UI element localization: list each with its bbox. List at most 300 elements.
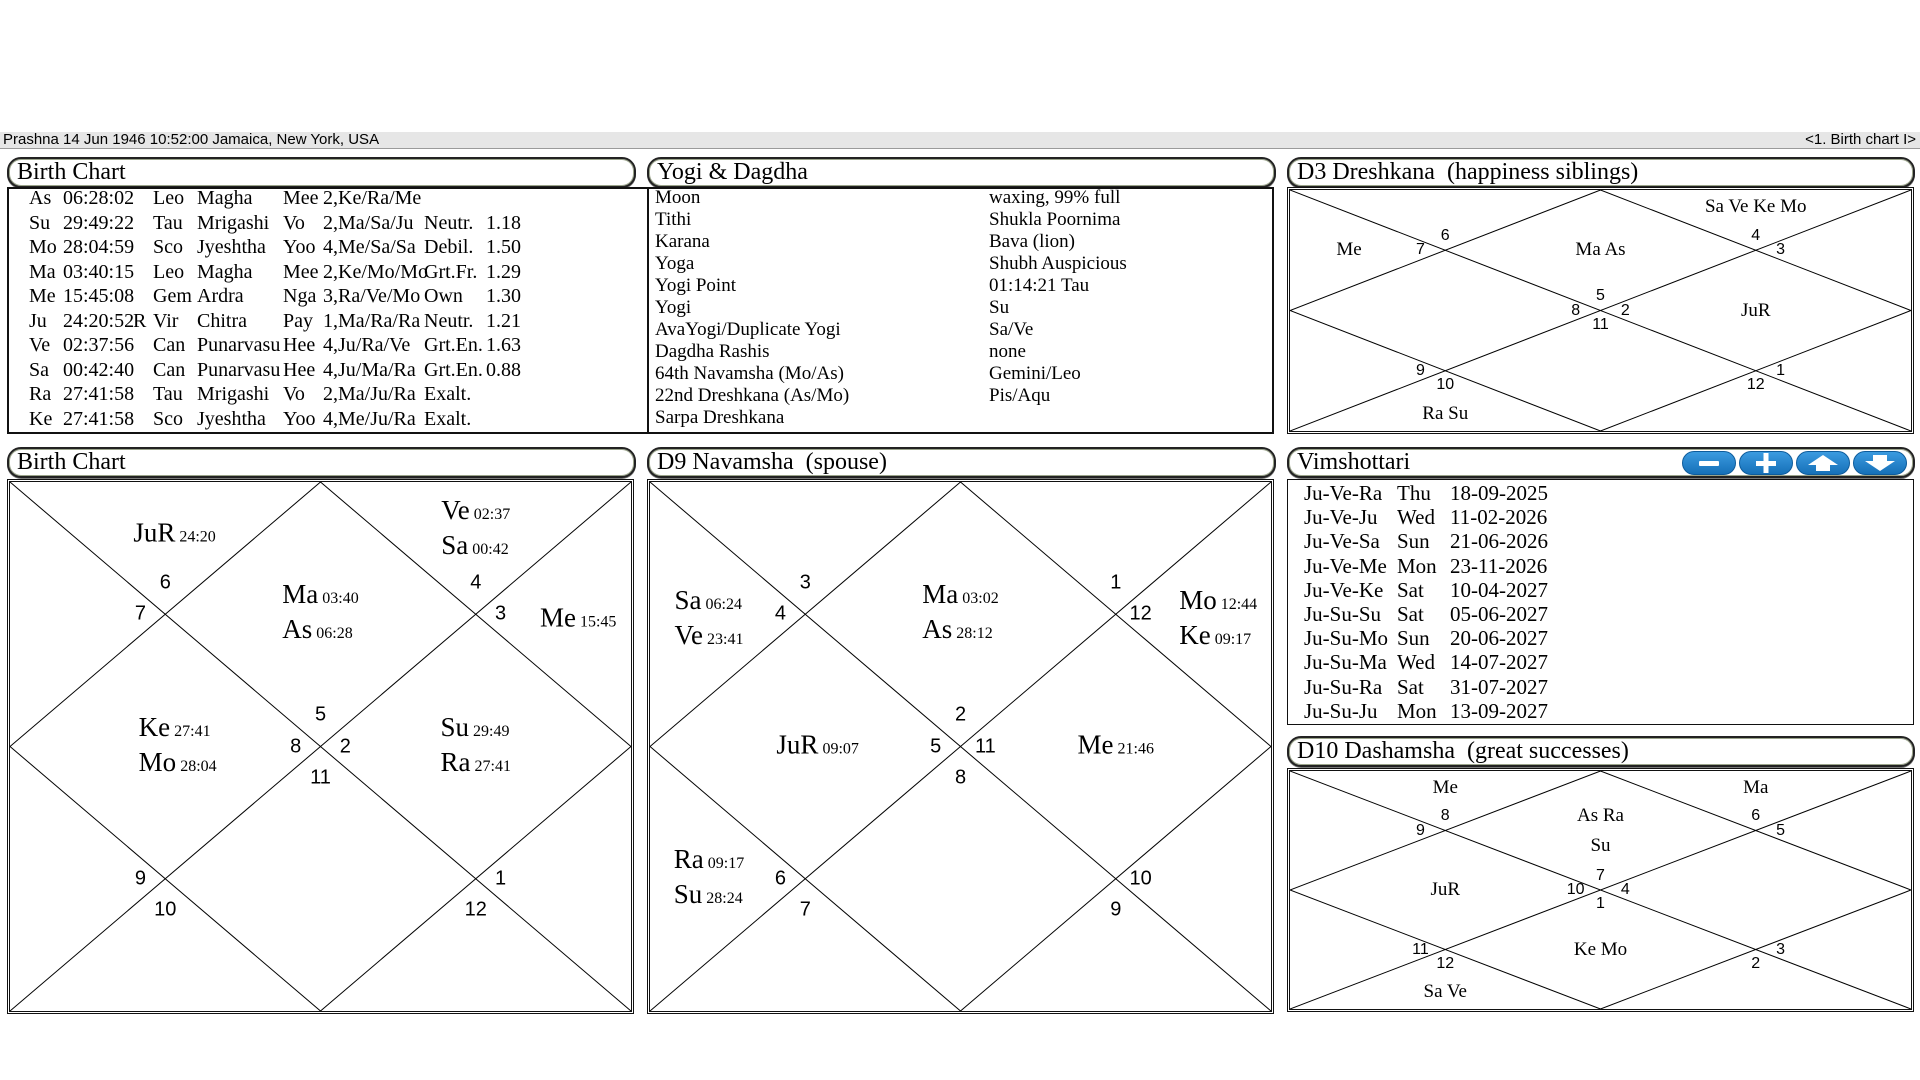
house-1-planets: [922, 579, 998, 649]
nakshatra-lord-cell: Yoo: [283, 236, 316, 258]
nakshatra-lord-cell: Vo: [283, 211, 305, 234]
planet-degree: 06:24: [705, 595, 742, 613]
planet-entry: [441, 495, 510, 530]
house-number: 6: [159, 571, 171, 593]
house-number: 8: [1440, 807, 1450, 825]
dignity-cell: Grt.En.: [424, 358, 483, 381]
d3-chart-header: D3 Dreshkana (happiness siblings): [1287, 157, 1915, 188]
house-4-planets: [776, 729, 858, 764]
label-cell: Karana: [655, 231, 710, 252]
sign-cell: Gem: [153, 285, 192, 307]
nakshatra-lord-cell: Pay: [283, 309, 313, 332]
label-cell: Yogi Point: [655, 275, 736, 296]
house-number: 5: [1776, 821, 1786, 839]
value-cell: none: [989, 341, 1026, 362]
planet-degree: 09:17: [707, 854, 745, 872]
strength-cell: 0.88: [486, 358, 521, 381]
planet-name: As: [922, 614, 953, 645]
sign-cell: Sco: [153, 407, 183, 430]
period-cell: Ju-Su-Ra: [1304, 674, 1383, 699]
house-5-planets: [674, 844, 744, 914]
value-cell: Pis/Aqu: [989, 385, 1051, 406]
house-number: 12: [464, 898, 487, 921]
nakshatra-cell: Magha: [197, 260, 253, 283]
house-3-planets: [1336, 235, 1361, 265]
longitude-cell: 06:28:02: [63, 187, 135, 209]
label-cell: Yoga: [655, 253, 695, 274]
house-1-planets: [1575, 235, 1625, 265]
house-number: 6: [1440, 226, 1450, 244]
label-cell: 22nd Dreshkana (As/Mo): [655, 385, 850, 406]
planet-cell: Ra: [29, 383, 52, 405]
house-number: 5: [930, 735, 942, 757]
table-row: [655, 209, 1274, 231]
dignity-cell: Debil.: [424, 236, 474, 258]
pada-lords-cell: 2,Ma/Ju/Ra: [323, 383, 416, 405]
planet-entry: [441, 530, 510, 565]
planet-name: As: [282, 614, 313, 645]
planet-cell: Ma: [29, 260, 56, 283]
house-12-planets: [1743, 773, 1768, 803]
sign-cell: Vir: [153, 309, 179, 332]
house-11-planets: [1179, 585, 1257, 655]
birth-chart-header: Birth Chart: [7, 447, 636, 478]
label-cell: AvaYogi/Duplicate Yogi: [655, 319, 841, 340]
dignity-cell: Grt.Fr.: [424, 260, 478, 283]
house-number: 8: [290, 735, 302, 757]
planet-name: Ve: [674, 619, 704, 650]
house-12-planets: [1705, 192, 1807, 222]
chart-selector[interactable]: <1. Birth chart I>: [1805, 131, 1916, 148]
planet-cell: Me: [29, 285, 56, 307]
planets-table: [7, 187, 652, 434]
date-cell: 13-09-2027: [1450, 698, 1548, 723]
house-number: 12: [1746, 376, 1765, 394]
planet-degree: 28:12: [956, 625, 993, 643]
planet-entry: Ma: [1743, 776, 1769, 798]
strength-cell: 1.18: [486, 211, 521, 234]
date-cell: 10-04-2027: [1450, 577, 1548, 602]
sign-cell: Tau: [153, 211, 183, 234]
value-cell: waxing, 99% full: [989, 187, 1121, 208]
nakshatra-cell: Mrigashi: [197, 211, 270, 234]
period-cell: Ju-Ve-Ke: [1304, 577, 1384, 602]
dignity-cell: Neutr.: [424, 309, 474, 332]
weekday-cell: Sat: [1397, 674, 1424, 699]
house-number: 3: [1776, 940, 1786, 958]
table-row: [9, 260, 649, 284]
period-cell: Ju-Su-Ma: [1304, 650, 1387, 675]
house-1-planets: [282, 579, 358, 649]
yogi-table: [647, 187, 1274, 434]
house-number: 7: [134, 602, 146, 625]
table-row: [9, 309, 649, 333]
table-row: [655, 341, 1274, 363]
chart-lines: [1290, 190, 1911, 431]
period-cell: Ju-Ve-Ju: [1304, 505, 1378, 530]
planet-name: Mo: [1179, 584, 1217, 615]
planet-entry: [674, 844, 744, 879]
house-4-planets: [139, 712, 217, 782]
house-number: 5: [314, 703, 327, 726]
table-row: [9, 407, 649, 431]
pada-lords-cell: 4,Me/Ju/Ra: [323, 407, 416, 430]
planet-entry: [441, 712, 511, 747]
d10-chart-header: D10 Dashamsha (great successes): [1287, 736, 1915, 767]
period-cell: Ju-Su-Mo: [1304, 626, 1389, 651]
value-cell: Su: [989, 297, 1010, 318]
planet-degree: 03:40: [322, 590, 359, 608]
table-row: [655, 319, 1274, 341]
house-number: 3: [799, 571, 811, 593]
planet-degree: 29:49: [473, 722, 510, 740]
house-number: 2: [339, 735, 351, 757]
longitude-cell: 03:40:15: [63, 260, 135, 283]
planet-entry: Me: [1336, 239, 1362, 261]
table-row: [655, 363, 1274, 385]
planet-entry: [674, 879, 744, 914]
nakshatra-lord-cell: Mee: [283, 187, 319, 209]
dignity-cell: Exalt.: [424, 383, 472, 405]
nakshatra-cell: Ardra: [197, 285, 244, 307]
period-cell: Ju-Su-Ju: [1304, 698, 1378, 723]
table-row: [9, 187, 649, 210]
table-row: [655, 275, 1274, 297]
sign-cell: Sco: [153, 236, 183, 258]
planet-entry: [922, 579, 998, 614]
house-number: 6: [1751, 807, 1761, 825]
table-row: [655, 187, 1274, 209]
planet-name: Sa: [674, 584, 702, 615]
planets-panel-header: Birth Chart: [7, 157, 636, 188]
longitude-cell: 29:49:22: [63, 211, 135, 234]
planet-name: Ra: [673, 843, 704, 874]
sign-cell: Leo: [153, 187, 185, 209]
planet-name: Ma: [282, 579, 319, 610]
pada-lords-cell: 4,Ju/Ra/Ve: [323, 334, 411, 356]
sign-cell: Tau: [153, 383, 183, 405]
weekday-cell: Sun: [1397, 626, 1430, 651]
planet-name: Su: [673, 878, 703, 909]
planet-entry: Su: [1590, 834, 1611, 856]
planet-entry: [675, 585, 744, 620]
pada-lords-cell: 4,Me/Sa/Sa: [323, 236, 416, 258]
label-cell: 64th Navamsha (Mo/As): [655, 363, 844, 384]
nakshatra-cell: Mrigashi: [197, 383, 270, 405]
planet-degree: 02:37: [473, 505, 511, 523]
house-number: 2: [1751, 954, 1761, 972]
house-3-planets: [675, 585, 744, 655]
zoom-out-button[interactable]: [1682, 451, 1736, 475]
value-cell: Shukla Poornima: [989, 209, 1121, 230]
value-cell: Shubh Auspicious: [989, 253, 1127, 274]
longitude-cell: 27:41:58: [63, 383, 135, 405]
planet-name: Ve: [441, 494, 470, 525]
d3-chart: [1287, 187, 1914, 434]
house-7-planets: [1574, 935, 1627, 965]
sign-cell: Can: [153, 334, 186, 356]
title-bar: [0, 132, 1920, 149]
dignity-cell: Exalt.: [424, 407, 472, 430]
label-cell: Moon: [655, 187, 701, 208]
house-6-planets: [1424, 977, 1467, 1007]
value-cell: Bava (lion): [989, 231, 1076, 252]
planet-name: JuR: [776, 729, 819, 759]
planet-degree: 21:46: [1117, 740, 1154, 757]
strength-cell: 1.21: [486, 309, 521, 332]
planet-cell: Mo: [29, 236, 57, 258]
house-number: 6: [774, 867, 786, 890]
house-number: 2: [1620, 301, 1630, 319]
longitude-cell: 27:41:58: [63, 407, 135, 430]
planet-name: JuR: [133, 517, 176, 548]
house-number: 9: [1415, 361, 1425, 379]
house-number: 11: [1412, 940, 1429, 958]
value-cell: Gemini/Leo: [989, 363, 1081, 384]
period-cell: Ju-Ve-Me: [1304, 553, 1387, 578]
house-number: 3: [495, 602, 507, 625]
table-row: [9, 235, 649, 259]
sign-cell: Can: [153, 358, 186, 381]
date-cell: 14-07-2027: [1450, 650, 1548, 675]
label-cell: Yogi: [655, 297, 692, 318]
house-12-planets: [441, 495, 510, 565]
house-number: 10: [1129, 867, 1152, 890]
house-number: 10: [1566, 881, 1585, 898]
planet-name: Me: [1077, 729, 1114, 759]
date-cell: 18-09-2025: [1450, 481, 1548, 505]
scroll-up-button[interactable]: [1796, 451, 1850, 475]
value-cell: 01:14:21 Tau: [989, 275, 1090, 296]
house-number: 9: [1415, 821, 1425, 839]
label-cell: Sarpa Dreshkana: [655, 407, 785, 428]
planet-degree: 06:28: [316, 625, 353, 643]
planet-entry: [922, 614, 998, 649]
house-4-planets: [1430, 875, 1460, 905]
nakshatra-lord-cell: Nga: [283, 285, 317, 307]
planet-degree: 27:41: [174, 722, 211, 740]
planet-name: Su: [440, 711, 470, 742]
planet-entry: JuR: [1430, 879, 1461, 900]
house-2-planets: [133, 517, 215, 552]
arrow-down-icon: [1864, 454, 1896, 472]
nakshatra-cell: Magha: [197, 187, 253, 209]
planet-cell: Ke: [29, 407, 53, 430]
planet-degree: 03:02: [962, 590, 999, 608]
table-row: [9, 284, 649, 308]
dignity-cell: Own: [424, 285, 463, 307]
table-row: [655, 231, 1274, 253]
nakshatra-lord-cell: Mee: [283, 260, 319, 283]
table-row: [655, 253, 1274, 275]
chart-info: Prashna 14 Jun 1946 10:52:00 Jamaica, New York, USA: [3, 131, 380, 148]
d9-chart-header: D9 Navamsha (spouse): [647, 447, 1276, 478]
planet-cell: Su: [29, 211, 51, 234]
nakshatra-cell: Jyeshtha: [197, 236, 266, 258]
planet-name: Me: [539, 602, 576, 633]
label-cell: Tithi: [655, 209, 692, 230]
table-row: [9, 382, 649, 406]
planet-degree: 00:42: [472, 540, 509, 558]
planet-entry: Me: [1432, 776, 1458, 798]
date-cell: 11-02-2026: [1450, 505, 1548, 530]
house-number: 8: [1571, 301, 1581, 319]
pada-lords-cell: 2,Ke/Mo/Mo: [323, 260, 428, 283]
house-number: 9: [1110, 898, 1122, 921]
date-cell: 31-07-2027: [1450, 674, 1548, 699]
vimshottari-header: Vimshottari: [1287, 447, 1915, 478]
house-10-planets: [1078, 729, 1154, 764]
arrow-up-icon: [1807, 454, 1839, 472]
house-number: 1: [495, 867, 507, 890]
house-number: 8: [954, 766, 967, 789]
planet-cell: Ve: [29, 334, 51, 356]
scroll-down-button[interactable]: [1853, 451, 1907, 475]
planet-name: Sa: [441, 529, 469, 560]
house-number: 4: [1620, 881, 1630, 898]
date-cell: 05-06-2027: [1450, 602, 1548, 626]
planet-entry: JuR: [1740, 299, 1771, 321]
house-number: 10: [1436, 376, 1455, 394]
planet-entry: [282, 579, 358, 614]
label-cell: Dagdha Rashis: [655, 341, 770, 362]
d10-chart: [1287, 768, 1914, 1012]
weekday-cell: Thu: [1397, 481, 1431, 505]
house-number: 3: [1776, 241, 1786, 259]
plus-icon: [1756, 453, 1776, 473]
planet-degree: 24:20: [179, 528, 216, 546]
planet-entry: [1179, 620, 1257, 655]
period-cell: Ju-Ve-Sa: [1304, 529, 1380, 554]
house-number: 1: [1110, 571, 1122, 593]
planet-cell: Sa: [29, 358, 49, 381]
planet-entry: [282, 614, 358, 649]
pada-lords-cell: 1,Ma/Ra/Ra: [323, 309, 421, 332]
planet-name: Ke: [138, 711, 171, 742]
house-number: 12: [1129, 602, 1152, 625]
nakshatra-lord-cell: Hee: [283, 334, 316, 356]
dignity-cell: Grt.En.: [424, 334, 483, 356]
weekday-cell: Sat: [1397, 602, 1424, 626]
nakshatra-cell: Jyeshtha: [197, 407, 266, 430]
house-6-planets: [1422, 399, 1468, 429]
table-row: [9, 358, 649, 382]
planet-entry: [776, 729, 858, 764]
chart-lines: [650, 482, 1271, 1011]
weekday-cell: Sun: [1397, 529, 1430, 554]
house-number: 2: [954, 703, 967, 726]
planet-entry: [1078, 729, 1154, 764]
planet-name: Ra: [440, 746, 471, 777]
house-number: 11: [1592, 315, 1609, 333]
planet-entry: Ma As: [1575, 239, 1626, 261]
planet-entry: [133, 517, 215, 552]
house-number: 12: [1436, 954, 1455, 972]
nakshatra-cell: Chitra: [197, 309, 247, 332]
minus-icon: [1698, 458, 1720, 468]
house-number: 7: [1415, 241, 1425, 259]
value-cell: Sa/Ve: [989, 319, 1034, 340]
longitude-cell: 28:04:59: [63, 236, 135, 258]
dignity-cell: Neutr.: [424, 211, 474, 234]
house-number: 11: [974, 735, 996, 757]
d9-chart: [647, 479, 1274, 1014]
nakshatra-lord-cell: Hee: [283, 358, 316, 381]
house-10-planets: [1741, 296, 1771, 326]
planet-entry: [675, 620, 744, 655]
planet-entry: Sa Ve Ke Mo: [1704, 195, 1807, 217]
nakshatra-lord-cell: Vo: [283, 383, 305, 405]
pada-lords-cell: 3,Ra/Ve/Mo: [323, 285, 421, 307]
nakshatra-cell: Punarvasu: [197, 334, 281, 356]
birth-chart: [7, 479, 634, 1014]
planet-degree: 28:24: [706, 889, 743, 907]
house-number: 5: [1596, 287, 1605, 305]
planet-degree: 27:41: [474, 757, 511, 775]
house-number: 7: [799, 898, 811, 921]
house-number: 11: [310, 766, 331, 789]
house-1-planets: [1577, 801, 1624, 861]
weekday-cell: Sat: [1397, 577, 1424, 602]
strength-cell: 1.50: [486, 236, 521, 258]
retrograde-cell: R: [133, 309, 147, 332]
planet-degree: 15:45: [579, 613, 617, 631]
chart-lines: [10, 482, 631, 1011]
house-number: 9: [134, 867, 146, 890]
table-row: [9, 211, 649, 235]
strength-cell: 1.29: [486, 260, 521, 283]
pada-lords-cell: 2,Ma/Sa/Ju: [323, 211, 414, 234]
nakshatra-lord-cell: Yoo: [283, 407, 316, 430]
longitude-cell: 24:20:52: [63, 309, 135, 332]
date-cell: 21-06-2026: [1450, 529, 1548, 554]
vimshottari-list: [1287, 479, 1914, 725]
yogi-panel-header: Yogi & Dagdha: [647, 157, 1276, 188]
table-row: [655, 407, 1274, 429]
planet-entry: [139, 747, 217, 782]
planet-cell: As: [29, 187, 52, 209]
planet-entry: [441, 747, 511, 782]
nakshatra-cell: Punarvasu: [197, 358, 281, 381]
planet-degree: 09:17: [1214, 630, 1252, 648]
house-2-planets: [1433, 773, 1458, 803]
weekday-cell: Wed: [1397, 650, 1435, 675]
weekday-cell: Mon: [1397, 553, 1437, 578]
planet-entry: As Ra: [1577, 804, 1624, 826]
house-number: 10: [154, 898, 177, 921]
pada-lords-cell: 4,Ju/Ma/Ra: [323, 358, 416, 381]
planet-name: Ma: [922, 579, 959, 610]
weekday-cell: Mon: [1397, 698, 1437, 723]
longitude-cell: 15:45:08: [63, 285, 135, 307]
planet-degree: 09:07: [822, 740, 859, 757]
house-number: 7: [1596, 866, 1605, 884]
house-number: 4: [470, 571, 482, 593]
house-number: 4: [1751, 226, 1761, 244]
planet-entry: Sa Ve: [1423, 981, 1467, 1003]
table-row: [655, 385, 1274, 407]
planet-entry: [1179, 585, 1257, 620]
planet-degree: 23:41: [707, 630, 744, 648]
planet-entry: [540, 602, 616, 637]
strength-cell: 1.63: [486, 334, 521, 356]
planet-cell: Ju: [29, 309, 47, 332]
house-number: 1: [1776, 361, 1786, 379]
planet-entry: [139, 712, 217, 747]
planet-entry: Ke Mo: [1573, 938, 1628, 960]
zoom-in-button[interactable]: [1739, 451, 1793, 475]
period-cell: Ju-Ve-Ra: [1304, 481, 1383, 505]
